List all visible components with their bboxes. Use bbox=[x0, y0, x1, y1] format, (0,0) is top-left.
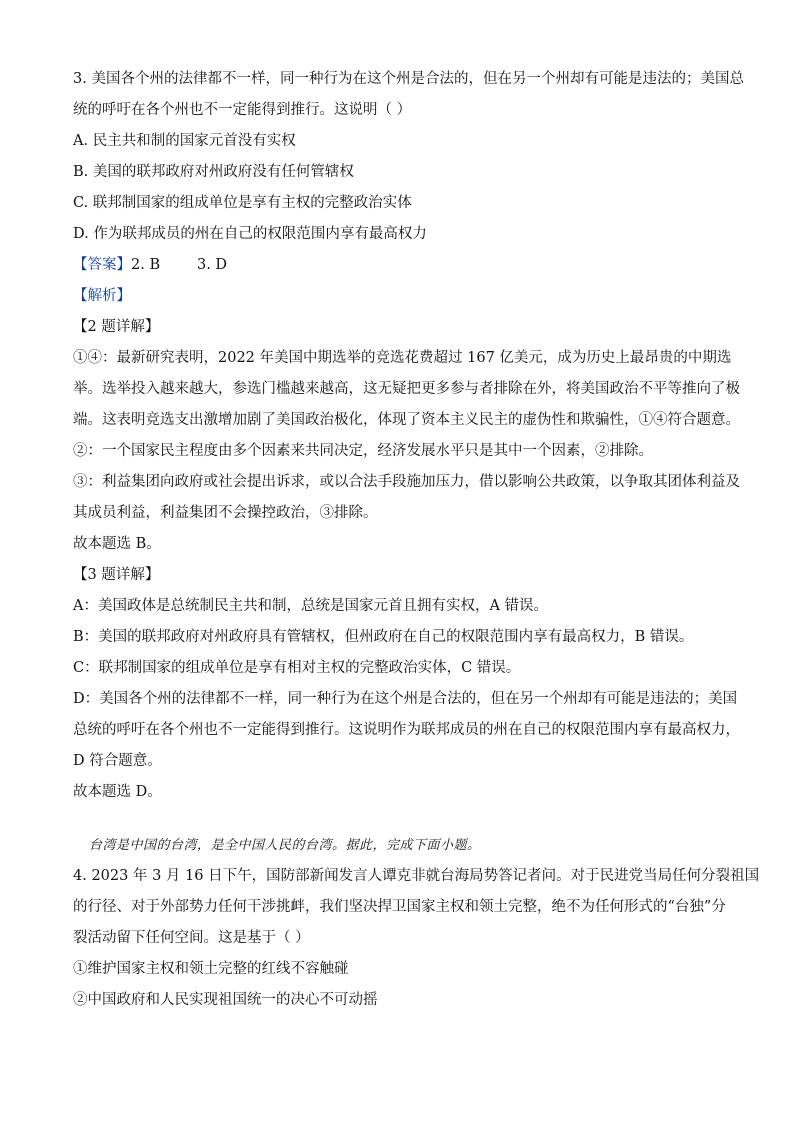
q2-detail-line: 举。选举投入越来越大，参选门槛越来越高，这无疑把更多参与者排除在外，将美国政治不平等推向了极 bbox=[73, 381, 740, 397]
document-page bbox=[73, 64, 760, 1016]
section-intro: 台湾是中国的台湾，是全中国人民的台湾。据此，完成下面小题。 bbox=[89, 838, 481, 853]
question-3-option-c: C. 联邦制国家的组成单位是享有主权的完整政治实体 bbox=[73, 195, 412, 211]
question-3-stem-line-1: 3. 美国各个州的法律都不一样，同一种行为在这个州是合法的，但在另一个州却有可能是违法的；美国总 bbox=[73, 71, 744, 87]
question-4-stem-line: 4. 2023 年 3 月 16 日下午，国防部新闻发言人谭克非就台海局势答记者问。对于民进党当局任何分裂祖国 bbox=[73, 868, 760, 884]
answer-text: 2. B 3. D bbox=[131, 257, 228, 273]
q2-detail-line: 端。这表明竞选支出激增加剧了美国政治极化，体现了资本主义民主的虚伪性和欺骗性，①④符合题意。 bbox=[73, 412, 740, 428]
question-4-stem-line: 的行径、对于外部势力任何干涉挑衅，我们坚决捍卫国家主权和领土完整，绝不为任何形式的“台独”分 bbox=[73, 899, 726, 915]
q3-detail-line: A：美国政体是总统制民主共和制，总统是国家元首且拥有实权，A 错误。 bbox=[73, 598, 549, 614]
q3-conclusion: 故本题选 D。 bbox=[73, 784, 162, 800]
q3-detail-line: D：美国各个州的法律都不一样，同一种行为在这个州是合法的，但在另一个州却有可能是违法的；美国 bbox=[73, 691, 738, 707]
q2-conclusion: 故本题选 B。 bbox=[73, 536, 161, 552]
q3-detail-line: 总统的呼吁在各个州也不一定能得到推行。这说明作为联邦成员的州在自己的权限范围内享有最高权力， bbox=[73, 722, 740, 738]
q2-detail-line: ②：一个国家民主程度由多个因素来共同决定，经济发展水平只是其中一个因素，②排除。 bbox=[73, 443, 653, 459]
q2-detail-line: ③：利益集团向政府或社会提出诉求，或以合法手段施加压力，借以影响公共政策，以争取其团体利益及 bbox=[73, 474, 740, 490]
question-4-option-2: ②中国政府和人民实现祖国统一的决心不可动摇 bbox=[73, 992, 378, 1008]
question-3-option-d: D. 作为联邦成员的州在自己的权限范围内享有最高权力 bbox=[73, 226, 427, 242]
q2-detail-line: 其成员利益，利益集团不会操控政治，③排除。 bbox=[73, 505, 378, 521]
question-4-option-1: ①维护国家主权和领土完整的红线不容触碰 bbox=[73, 961, 349, 977]
analysis-tag: 【解析】 bbox=[73, 288, 131, 304]
q2-detail-line: ①④：最新研究表明，2022 年美国中期选举的竞选花费超过 167 亿美元，成为历史上最昂贵的中期选 bbox=[73, 350, 732, 366]
q3-detail-heading: 【3 题详解】 bbox=[73, 567, 160, 583]
q3-detail-line: B：美国的联邦政府对州政府具有管辖权，但州政府在自己的权限范围内享有最高权力，B 错误。 bbox=[73, 629, 694, 645]
question-3-stem-line-2: 统的呼吁在各个州也不一定能得到推行。这说明（ ） bbox=[73, 102, 412, 118]
q3-detail-line: C：联邦制国家的组成单位是享有相对主权的完整政治实体，C 错误。 bbox=[73, 660, 521, 676]
question-3-option-b: B. 美国的联邦政府对州政府没有任何管辖权 bbox=[73, 164, 354, 180]
answer-line bbox=[73, 250, 733, 281]
question-4-stem-line: 裂活动留下任何空间。这是基于（ ） bbox=[73, 930, 310, 946]
q3-detail-line: D 符合题意。 bbox=[73, 753, 162, 769]
q2-detail-heading: 【2 题详解】 bbox=[73, 319, 160, 335]
answer-tag: 【答案】 bbox=[73, 257, 131, 273]
question-3-option-a: A. 民主共和制的国家元首没有实权 bbox=[73, 133, 296, 149]
